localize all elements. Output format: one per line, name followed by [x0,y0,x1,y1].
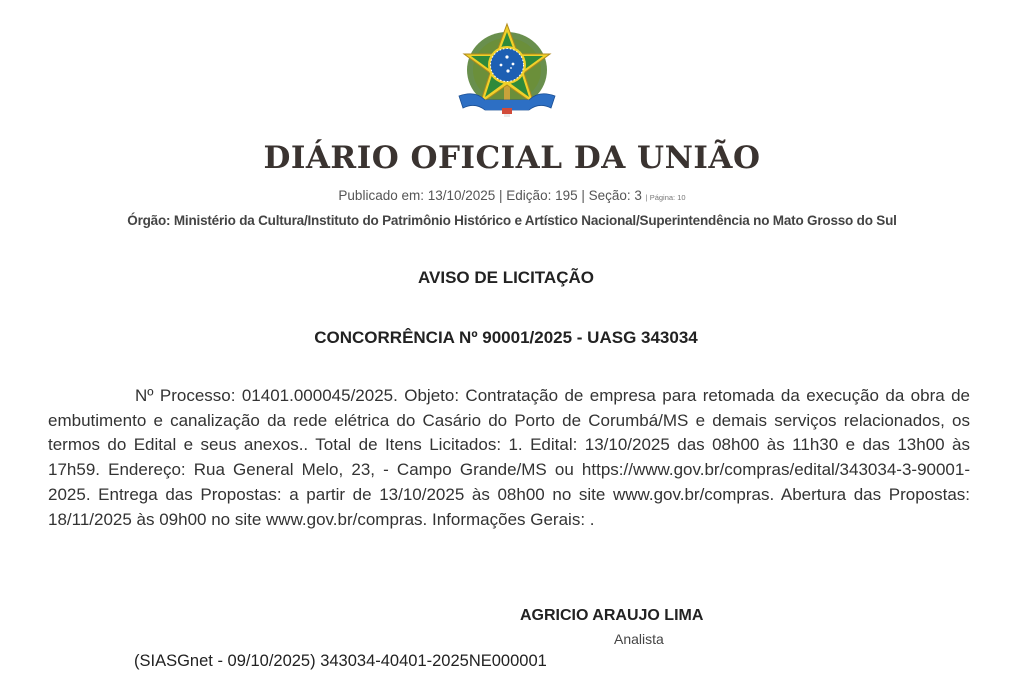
notice-body: Nº Processo: 01401.000045/2025. Objeto: Contratação de empresa para retomada da execução da obra de embutimento e canalização da rede elétrica do Casário do Porto de Corumbá/MS e demais serviços relacionados, os termos do Edital e seus anexos.. Total de Itens Licitados: 1. Edital: 13/10/2025 das 08h00 às 11h30 e das 13h00 às 17h59. Endereço: Rua General Melo, 23, - Campo Grande/MS ou https://www.gov.br/compras/edital/343034-3-90001-2025. Entrega das Propostas: a partir de 13/10/2025 às 08h00 no site www.gov.br/compras. Abertura das Propostas: 18/11/2025 às 09h00 no site www.gov.br/compras. Informações Gerais: . [48,386,970,529]
newspaper-title: DIÁRIO OFICIAL DA UNIÃO [263,140,761,176]
issuing-agency: Órgão: Ministério da Cultura/Instituto do Patrimônio Histórico e Artístico Nacional/Superintendência no Mato Grosso do Sul [127,213,897,228]
signer-name: AGRICIO ARAUJO LIMA [520,607,704,624]
notice-subtitle: CONCORRÊNCIA Nº 90001/2025 - UASG 343034 [314,328,698,347]
signer-role: Analista [614,631,664,647]
publication-info [0,188,1024,203]
siasg-reference: (SIASGnet - 09/10/2025) 343034-40401-2025NE000001 [134,652,547,670]
notice-title: AVISO DE LICITAÇÃO [418,268,594,287]
brazil-coat-of-arms-icon [455,20,559,120]
page-number: | Página: 10 [645,193,686,202]
publication-details: Publicado em: 13/10/2025 | Edição: 195 | Seção: 3 [338,188,642,203]
